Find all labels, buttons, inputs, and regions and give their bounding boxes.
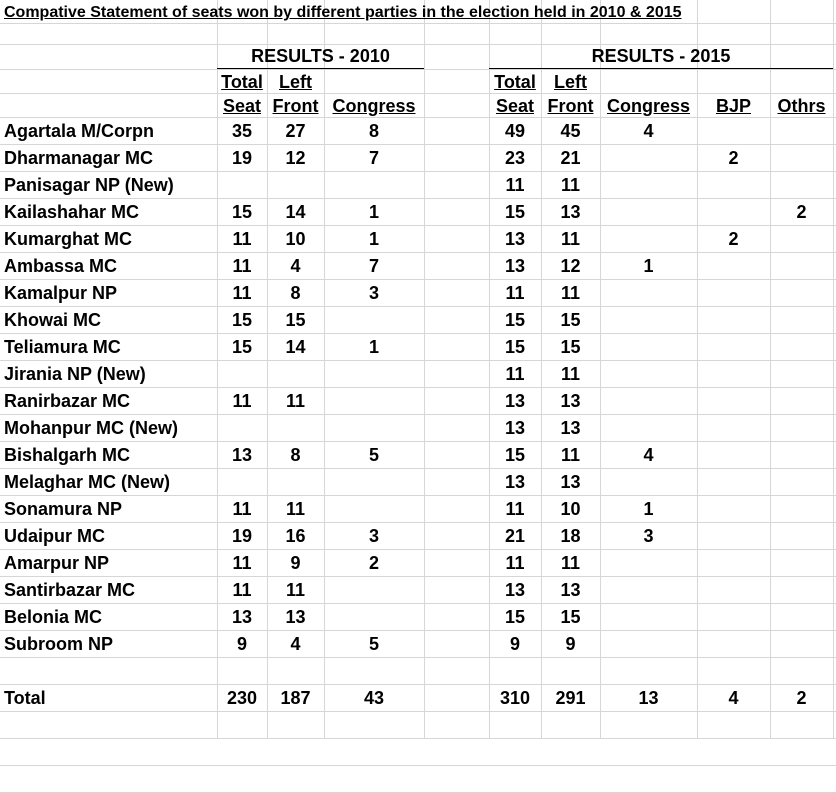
table-row-lf10 (267, 470, 324, 494)
grid-line (0, 171, 836, 172)
table-row-lf15: 13 (560, 202, 581, 222)
table-row-b15 (697, 443, 770, 467)
table-row-lf10 (267, 362, 324, 386)
table-row-c10 (324, 173, 424, 197)
grid-line (0, 225, 836, 226)
table-row-o15 (770, 362, 833, 386)
table-row-c15: 1 (643, 499, 654, 519)
table-row-o15 (770, 524, 833, 548)
total-row-c10: 43 (363, 688, 385, 708)
table-row-t10: 35 (231, 121, 253, 141)
col-header-front-2010: Front (272, 96, 319, 116)
table-row-t15: 11 (505, 499, 525, 519)
table-row-t10 (217, 173, 267, 197)
table-row-t10: 11 (232, 391, 252, 411)
grid-line (424, 0, 425, 739)
table-row-name: Santirbazar MC (4, 580, 136, 600)
table-row-lf15: 18 (560, 526, 581, 546)
table-row-c15 (600, 200, 697, 224)
total-row-lf10: 187 (280, 688, 311, 708)
table-row-b15 (697, 308, 770, 332)
results-2010-header: RESULTS - 2010 (251, 46, 390, 66)
grid-line (0, 279, 836, 280)
table-row-name: Bishalgarh MC (4, 445, 131, 465)
table-row-c15 (600, 470, 697, 494)
grid-line (0, 522, 836, 523)
table-row-lf10: 11 (285, 499, 306, 519)
table-row-c15 (600, 308, 697, 332)
table-row-lf15: 15 (560, 310, 581, 330)
table-row-b15 (697, 389, 770, 413)
table-row-b15 (697, 119, 770, 143)
table-row-o15 (770, 578, 833, 602)
table-row-t15: 13 (504, 418, 526, 438)
grid-line (0, 387, 836, 388)
sheet-title: Compative Statement of seats won by different parties in the election held in 2010 & 2015 (4, 4, 682, 21)
table-row-lf10 (267, 173, 324, 197)
table-row-t10: 11 (232, 256, 252, 276)
table-row-o15 (770, 308, 833, 332)
col-header-total-2010: Total (221, 72, 263, 92)
table-row-name: Jirania NP (New) (4, 364, 146, 384)
table-row-c15: 4 (643, 445, 654, 465)
table-row-o15 (770, 443, 833, 467)
table-row-t10: 15 (231, 337, 253, 357)
table-row-t15: 15 (504, 202, 526, 222)
table-row-t15: 15 (504, 310, 526, 330)
table-row-t10: 13 (231, 445, 253, 465)
table-row-b15 (697, 551, 770, 575)
table-row-lf15: 11 (560, 175, 581, 195)
table-row-o15 (770, 470, 833, 494)
table-row-c15 (600, 335, 697, 359)
table-row-b15 (697, 632, 770, 656)
table-row-lf15: 10 (560, 499, 581, 519)
table-row-name: Kumarghat MC (4, 229, 133, 249)
table-row-b15 (697, 605, 770, 629)
table-row-c10: 3 (368, 526, 379, 546)
grid-line (0, 198, 836, 199)
table-row-t10 (217, 470, 267, 494)
table-row-name: Sonamura NP (4, 499, 123, 519)
table-row-lf15: 11 (560, 364, 581, 384)
table-row-c15 (600, 146, 697, 170)
table-row-lf10: 8 (290, 283, 301, 303)
table-row-lf15: 11 (560, 283, 581, 303)
table-row-t15: 9 (509, 634, 520, 654)
table-row-t15: 13 (504, 580, 526, 600)
table-row-c15 (600, 605, 697, 629)
col-header-others-2015: Othrs (777, 96, 826, 116)
table-row-t15: 49 (504, 121, 526, 141)
col-header-front-2015: Front (547, 96, 594, 116)
table-row-lf15: 45 (560, 121, 581, 141)
table-row-name: Amarpur NP (4, 553, 110, 573)
table-row-c15: 4 (643, 121, 654, 141)
table-row-t15: 15 (504, 607, 526, 627)
table-row-c15: 3 (643, 526, 654, 546)
table-row-lf10: 14 (285, 337, 306, 357)
table-row-c10: 7 (368, 148, 379, 168)
table-row-b15 (697, 524, 770, 548)
table-row-o15 (770, 335, 833, 359)
table-row-lf15: 11 (560, 445, 581, 465)
table-row-c15 (600, 227, 697, 251)
table-row-lf10: 9 (290, 553, 301, 573)
table-row-o15: 2 (796, 202, 807, 222)
table-row-t15: 15 (504, 445, 526, 465)
table-row-c10 (324, 605, 424, 629)
table-row-c15 (600, 389, 697, 413)
table-row-t15: 13 (504, 472, 526, 492)
grid-line (0, 441, 836, 442)
table-row-t15: 13 (504, 229, 526, 249)
table-row-t15: 15 (504, 337, 526, 357)
table-row-o15 (770, 632, 833, 656)
grid-line (0, 576, 836, 577)
table-row-c15 (600, 416, 697, 440)
total-row-o15: 2 (796, 688, 807, 708)
table-row-lf15: 13 (560, 418, 581, 438)
table-row-c10: 2 (368, 553, 379, 573)
table-row-o15 (770, 173, 833, 197)
table-row-c15 (600, 578, 697, 602)
table-row-c15 (600, 551, 697, 575)
table-row-lf15: 15 (560, 337, 581, 357)
total-row-c15: 13 (638, 688, 659, 708)
table-row-lf15: 11 (560, 553, 581, 573)
total-row-lf15: 291 (555, 688, 586, 708)
table-row-c10: 8 (368, 121, 379, 141)
table-row-c10: 3 (368, 283, 379, 303)
table-row-o15 (770, 281, 833, 305)
table-row-lf10: 12 (285, 148, 306, 168)
grid-line (0, 252, 836, 253)
table-row-b15: 2 (728, 229, 739, 249)
col-header-left-2015: Left (554, 72, 587, 92)
grid-line (0, 657, 836, 658)
table-row-t10: 19 (231, 526, 253, 546)
table-row-c10: 5 (368, 634, 379, 654)
table-row-b15 (697, 497, 770, 521)
table-row-name: Udaipur MC (4, 526, 105, 546)
grid-line (0, 711, 836, 712)
results-2015-rule (489, 68, 833, 69)
table-row-lf10: 16 (285, 526, 306, 546)
table-row-lf10: 10 (285, 229, 306, 249)
table-row-t10: 13 (231, 607, 253, 627)
table-row-c15 (600, 362, 697, 386)
grid-line (0, 468, 836, 469)
table-row-lf15: 12 (560, 256, 581, 276)
grid-line (0, 684, 836, 685)
table-row-o15 (770, 119, 833, 143)
table-row-name: Ambassa MC (4, 256, 118, 276)
table-row-c10: 7 (368, 256, 379, 276)
table-row-c10 (324, 308, 424, 332)
table-row-t10 (217, 416, 267, 440)
table-row-t15: 21 (504, 526, 526, 546)
table-row-t15: 13 (504, 256, 526, 276)
table-row-o15 (770, 146, 833, 170)
table-row-t10: 15 (231, 310, 253, 330)
results-2015-header: RESULTS - 2015 (591, 46, 731, 66)
table-row-t10: 9 (236, 634, 247, 654)
table-row-b15 (697, 281, 770, 305)
table-row-lf15: 13 (560, 472, 581, 492)
table-row-lf10: 27 (285, 121, 306, 141)
table-row-c10: 1 (368, 202, 379, 222)
grid-line (0, 23, 836, 24)
table-row-name: Khowai MC (4, 310, 101, 330)
table-row-name: Subroom NP (4, 634, 114, 654)
table-row-lf10: 4 (290, 634, 301, 654)
table-row-b15 (697, 335, 770, 359)
table-row-t10: 11 (232, 580, 252, 600)
col-header-seat-2015: Seat (495, 96, 535, 116)
table-row-name: Dharmanagar MC (4, 148, 154, 168)
table-row-o15 (770, 605, 833, 629)
grid-line (0, 333, 836, 334)
table-row-b15 (697, 254, 770, 278)
grid-line (0, 549, 836, 550)
table-row-name: Mohanpur MC (New) (4, 418, 178, 438)
table-row-lf10: 11 (285, 391, 306, 411)
table-row-t15: 11 (505, 364, 525, 384)
grid-line (0, 69, 836, 70)
table-row-lf10: 4 (290, 256, 301, 276)
table-row-c10 (324, 470, 424, 494)
table-row-lf15: 15 (560, 607, 581, 627)
grid-line (0, 360, 836, 361)
table-row-t10: 11 (232, 553, 252, 573)
table-row-lf10: 13 (285, 607, 306, 627)
table-row-t15: 11 (505, 283, 525, 303)
total-row-t15: 310 (499, 688, 531, 708)
grid-line (833, 0, 834, 739)
results-2010-rule (217, 68, 424, 69)
table-row-b15 (697, 200, 770, 224)
table-row-c15 (600, 632, 697, 656)
table-row-t15: 13 (504, 391, 526, 411)
table-row-c10 (324, 497, 424, 521)
table-row-lf10: 11 (285, 580, 306, 600)
table-row-c15: 1 (643, 256, 654, 276)
table-row-b15 (697, 173, 770, 197)
table-row-c10: 1 (368, 337, 379, 357)
table-row-lf15: 13 (560, 391, 581, 411)
grid-line (0, 144, 836, 145)
table-row-name: Kamalpur NP (4, 283, 118, 303)
table-row-lf15: 9 (565, 634, 576, 654)
grid-line (0, 414, 836, 415)
table-row-name: Teliamura MC (4, 337, 121, 357)
table-row-b15: 2 (728, 148, 739, 168)
table-row-b15 (697, 578, 770, 602)
table-row-o15 (770, 497, 833, 521)
total-row-b15: 4 (728, 688, 739, 708)
table-row-lf10: 14 (285, 202, 306, 222)
table-row-c10 (324, 362, 424, 386)
table-row-o15 (770, 227, 833, 251)
table-row-name: Kailashahar MC (4, 202, 140, 222)
table-row-c15 (600, 281, 697, 305)
table-row-b15 (697, 470, 770, 494)
table-row-t10: 15 (231, 202, 253, 222)
table-row-c10: 5 (368, 445, 379, 465)
table-row-lf10: 15 (285, 310, 306, 330)
table-row-o15 (770, 254, 833, 278)
total-row-name: Total (4, 688, 46, 708)
col-header-congress-2010: Congress (332, 96, 416, 116)
grid-line (0, 495, 836, 496)
table-row-t10: 19 (231, 148, 253, 168)
table-row-c15 (600, 173, 697, 197)
table-row-b15 (697, 362, 770, 386)
table-row-c10: 1 (368, 229, 379, 249)
total-row-t10: 230 (226, 688, 258, 708)
table-row-lf10 (267, 416, 324, 440)
table-row-t15: 11 (505, 175, 525, 195)
grid-line (0, 306, 836, 307)
table-row-name: Belonia MC (4, 607, 103, 627)
table-row-t15: 23 (504, 148, 526, 168)
table-row-o15 (770, 416, 833, 440)
col-header-total-2015: Total (494, 72, 536, 92)
table-row-name: Agartala M/Corpn (4, 121, 155, 141)
table-row-lf15: 13 (560, 580, 581, 600)
table-row-b15 (697, 416, 770, 440)
table-row-name: Panisagar NP (New) (4, 175, 174, 195)
table-row-c10 (324, 578, 424, 602)
table-row-o15 (770, 389, 833, 413)
grid-line (0, 603, 836, 604)
col-header-seat-2010: Seat (222, 96, 262, 116)
table-row-name: Melaghar MC (New) (4, 472, 171, 492)
grid-line (0, 630, 836, 631)
table-row-name: Ranirbazar MC (4, 391, 131, 411)
table-row-t10 (217, 362, 267, 386)
table-row-lf15: 11 (560, 229, 581, 249)
table-row-c10 (324, 389, 424, 413)
table-row-c10 (324, 416, 424, 440)
table-row-t10: 11 (232, 229, 252, 249)
table-row-o15 (770, 551, 833, 575)
grid-line (0, 765, 836, 766)
table-row-lf15: 21 (560, 148, 581, 168)
col-header-bjp-2015: BJP (715, 96, 751, 116)
col-header-left-2010: Left (279, 72, 312, 92)
table-row-t10: 11 (232, 283, 252, 303)
col-header-congress-2015: Congress (606, 96, 691, 116)
table-row-lf10: 8 (290, 445, 301, 465)
table-row-t10: 11 (232, 499, 252, 519)
table-row-t15: 11 (505, 553, 525, 573)
